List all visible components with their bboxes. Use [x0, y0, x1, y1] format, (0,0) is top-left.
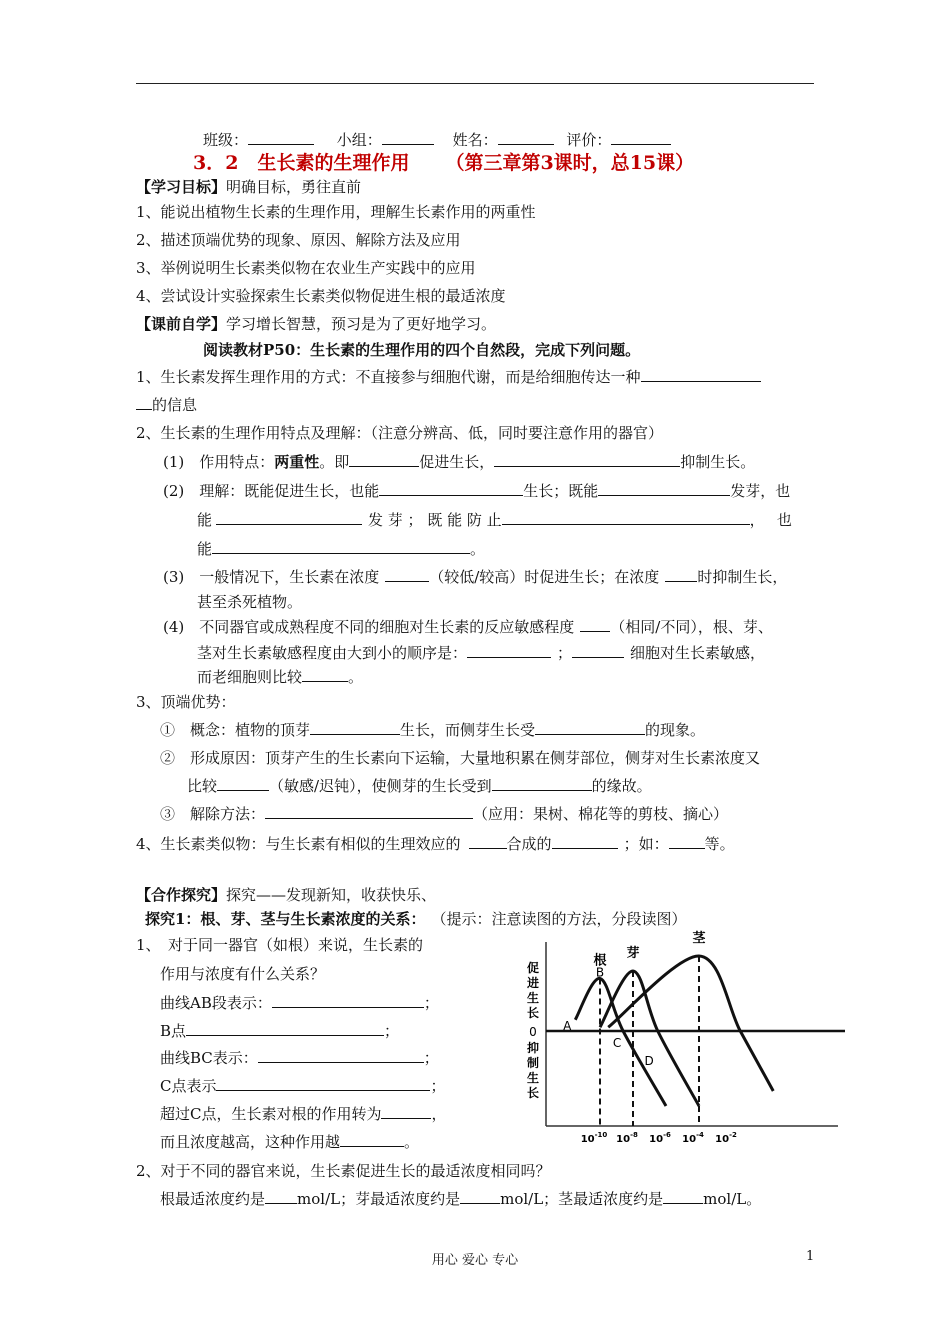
q1-c-text: C点表示	[160, 1077, 217, 1095]
preview-q2-2	[163, 480, 790, 502]
answer-blank[interactable]	[381, 1103, 431, 1119]
x-tick-label: $10^{-2}$	[715, 1131, 737, 1145]
q2-1-text: 促进生长，	[419, 453, 495, 471]
explore-q2: 2、对于不同的器官来说，生长素促进生长的最适浓度相同吗？	[136, 1162, 551, 1180]
svg-text:促: 促	[526, 961, 540, 975]
zero-label: 0	[529, 1025, 537, 1039]
q3-2-text: 比较	[187, 777, 218, 795]
point-label-a: A	[563, 1018, 572, 1033]
punct: ；	[384, 1022, 400, 1040]
answer-blank[interactable]	[598, 480, 730, 496]
svg-text:生: 生	[526, 1071, 540, 1085]
answer-blank[interactable]	[572, 642, 624, 658]
class-field[interactable]	[248, 129, 314, 145]
q4-text: 4、生长素类似物：与生长素有相似的生理效应的	[136, 835, 461, 853]
explore-subheading	[145, 908, 686, 930]
x-tick-label: $10^{-10}$	[580, 1131, 608, 1145]
q2-3-text: (3) 一般情况下，生长素在浓度	[163, 568, 380, 586]
explore-q1-high	[160, 1131, 419, 1153]
answer-blank[interactable]	[502, 509, 750, 525]
svg-text:抑: 抑	[526, 1041, 540, 1055]
explore-q1-ab	[160, 992, 439, 1014]
explore-q1-c	[160, 1075, 446, 1097]
preview-q2: 2、生长素的生理作用特点及理解：（注意分辨高、低，同时要注意作用的器官）	[136, 424, 664, 442]
answer-blank[interactable]	[641, 366, 761, 382]
answer-blank[interactable]	[665, 566, 697, 582]
group-field[interactable]	[382, 129, 434, 145]
q2-1-text: 抑制生长。	[680, 453, 756, 471]
svg-text:制: 制	[526, 1056, 540, 1070]
preview-q3-2-cont	[187, 775, 652, 797]
goal-item: 1、能说出植物生长素的生理作用，理解生长素作用的两重性	[136, 203, 536, 221]
preview-q4	[136, 833, 735, 855]
q1-over-text: 超过C点，生长素对根的作用转为	[160, 1105, 382, 1123]
answer-blank[interactable]	[310, 719, 400, 735]
svg-text:生: 生	[526, 991, 540, 1005]
point-label-b: B	[595, 965, 605, 980]
point-label-d: D	[644, 1053, 654, 1068]
q2-2-text: 发芽，也	[730, 482, 791, 500]
svg-text:进: 进	[526, 976, 540, 990]
point-label-c: C	[612, 1036, 622, 1050]
auxin-concentration-chart	[520, 930, 850, 1150]
preview-q2-3	[163, 566, 787, 588]
explore-q1-b	[160, 1020, 399, 1042]
answer-blank[interactable]	[272, 992, 424, 1008]
preview-q1	[136, 366, 761, 388]
explore-heading-label: 【合作探究】	[136, 886, 227, 904]
q2-text: 根最适浓度约是	[160, 1190, 266, 1208]
q2-2-text: (2) 理解：既能促进生长，也能	[163, 482, 380, 500]
title-sub: （第三章第3课时，总15课）	[445, 152, 695, 174]
reading-instruction: 阅读教材P50：生长素的生理作用的四个自然段，完成下列问题。	[203, 341, 641, 359]
answer-blank[interactable]	[494, 451, 680, 467]
top-rule	[136, 83, 814, 84]
q3-3-text: （应用：果树、棉花等的剪枝、摘心）	[473, 805, 729, 823]
series-label-bud: 芽	[626, 946, 640, 961]
q3-1-text: 的现象。	[645, 721, 706, 739]
answer-blank[interactable]	[349, 451, 419, 467]
explore-q2-answers	[160, 1188, 761, 1210]
x-tick-label: $10^{-4}$	[682, 1131, 704, 1145]
explore-q1-cont: 作用与浓度有什么关系？	[160, 965, 326, 983]
explore-q1-bc	[160, 1047, 439, 1069]
q2-4-text: 茎对生长素敏感程度由大到小的顺序是：	[197, 644, 468, 662]
svg-text:长: 长	[526, 1086, 540, 1100]
answer-blank[interactable]	[535, 719, 645, 735]
q1-over-text: ，	[431, 1105, 447, 1123]
svg-text:长: 长	[526, 1006, 540, 1020]
q2-2-text: 。	[470, 540, 486, 558]
q2-2-text: 能	[197, 540, 213, 558]
answer-blank[interactable]	[379, 480, 523, 496]
q2-2-text: 能	[197, 511, 213, 529]
q2-2-text: 发 芽 ； 既 能 防 止	[368, 511, 502, 529]
q2-2-text: ， 也	[749, 511, 792, 529]
name-label: 姓名：	[452, 131, 498, 149]
explore-heading-note: 探究——发现新知，收获快乐、	[226, 886, 437, 904]
title-main: 3．2 生长素的生理作用	[193, 152, 410, 174]
preview-heading-note: 学习增长智慧，预习是为了更好地学习。	[226, 315, 497, 333]
goals-heading-label: 【学习目标】	[136, 178, 227, 196]
q3-2-text: （敏感/迟钝），使侧芽的生长受到	[269, 777, 492, 795]
q2-4-text: ；	[557, 644, 573, 662]
answer-blank[interactable]	[216, 509, 362, 525]
preview-q3-1	[160, 719, 705, 741]
preview-q2-4-cont	[197, 642, 765, 664]
q1-bc-text: 曲线BC表示：	[160, 1049, 258, 1067]
q3-2-text: 的缘故。	[591, 777, 652, 795]
preview-q2-2-cont	[197, 509, 792, 531]
series-label-root: 根	[593, 953, 607, 969]
answer-blank[interactable]	[469, 833, 507, 849]
answer-blank[interactable]	[217, 775, 269, 791]
punct: ；	[430, 1077, 446, 1095]
q2-3-text: （较低/较高）时促进生长；在浓度	[429, 568, 660, 586]
preview-q2-2-cont2	[197, 538, 485, 560]
q4-text: 等。	[704, 835, 735, 853]
q2-text: mol/L；芽最适浓度约是	[297, 1190, 461, 1208]
q1-text-end: 的信息	[152, 396, 198, 414]
y-label-promote	[526, 960, 539, 1020]
q1-text: 1、生长素发挥生理作用的方式：不直接参与细胞代谢，而是给细胞传达一种	[136, 368, 641, 386]
name-field[interactable]	[498, 129, 554, 145]
answer-blank[interactable]	[186, 1020, 384, 1036]
x-tick-label: $10^{-8}$	[616, 1131, 638, 1145]
q1-high-text: 而且浓度越高，这种作用越	[160, 1133, 341, 1151]
preview-q1-cont	[136, 394, 197, 416]
group-label: 小组：	[336, 131, 382, 149]
q1-ab-text: 曲线AB段表示：	[160, 994, 272, 1012]
goal-item: 2、描述顶端优势的现象、原因、解除方法及应用	[136, 231, 461, 249]
eval-field[interactable]	[611, 129, 671, 145]
q3-1-text: 生长，而侧芽生长受	[400, 721, 536, 739]
q2-4-text: （相同/不同），根、芽、	[610, 618, 773, 636]
x-tick-label: $10^{-6}$	[649, 1131, 671, 1145]
punct: ；	[423, 1049, 439, 1067]
answer-blank[interactable]	[663, 1188, 703, 1204]
goal-item: 4、尝试设计实验探索生长素类似物促进生根的最适浓度	[136, 287, 506, 305]
explore-q1: 1、 对于同一器官（如根）来说，生长素的	[136, 936, 424, 954]
class-label: 班级：	[203, 131, 249, 149]
q2-1-bold: 两重性	[274, 453, 320, 471]
explore-sub-bold: 探究1：根、芽、茎与生长素浓度的关系：	[145, 910, 426, 928]
preview-q3-2: ② 形成原因：顶芽产生的生长素向下运输，大量地积累在侧芽部位，侧芽对生长素浓度又	[160, 749, 761, 767]
explore-heading	[136, 884, 436, 906]
q2-text: mol/L；茎最适浓度约是	[500, 1190, 664, 1208]
preview-q2-3-cont: 甚至杀死植物。	[197, 593, 303, 611]
answer-blank[interactable]	[302, 666, 348, 682]
goals-heading	[136, 176, 361, 198]
q2-3-text: 时抑制生长，	[697, 568, 788, 586]
answer-blank[interactable]	[136, 394, 152, 410]
page-number: 1	[806, 1249, 815, 1264]
page-title	[193, 152, 694, 174]
answer-blank[interactable]	[265, 803, 473, 819]
answer-blank[interactable]	[385, 566, 429, 582]
q2-1-text: 。即	[319, 453, 350, 471]
q2-4-text: 而老细胞则比较	[197, 668, 303, 686]
answer-blank[interactable]	[216, 1075, 430, 1091]
answer-blank[interactable]	[265, 1188, 297, 1204]
answer-blank[interactable]	[669, 833, 705, 849]
q3-1-text: ① 概念：植物的顶芽	[160, 721, 311, 739]
q4-text: ；如：	[623, 835, 669, 853]
answer-blank[interactable]	[580, 616, 610, 632]
answer-blank[interactable]	[492, 775, 592, 791]
student-info-row	[203, 129, 671, 151]
explore-q1-over	[160, 1103, 447, 1125]
answer-blank[interactable]	[460, 1188, 500, 1204]
punct: ；	[423, 994, 439, 1012]
answer-blank[interactable]	[212, 538, 470, 554]
answer-blank[interactable]	[552, 833, 618, 849]
q2-text: mol/L。	[703, 1190, 762, 1208]
q2-4-text: (4) 不同器官或成熟程度不同的细胞对生长素的反应敏感程度	[163, 618, 575, 636]
explore-sub-note: （提示：注意读图的方法，分段读图）	[431, 910, 687, 928]
preview-q3: 3、顶端优势：	[136, 693, 236, 711]
q2-1-text: (1) 作用特点：	[163, 453, 275, 471]
y-label-inhibit	[527, 1040, 539, 1100]
preview-heading	[136, 313, 496, 335]
preview-q3-3	[160, 803, 728, 825]
q1-high-text: 。	[404, 1133, 420, 1151]
answer-blank[interactable]	[340, 1131, 404, 1147]
goal-item: 3、举例说明生长素类似物在农业生产实践中的应用	[136, 259, 476, 277]
preview-heading-label: 【课前自学】	[136, 315, 227, 333]
answer-blank[interactable]	[467, 642, 551, 658]
preview-q2-4-cont2	[197, 666, 363, 688]
eval-label: 评价：	[566, 131, 612, 149]
goals-heading-note: 明确目标，勇往直前	[226, 178, 362, 196]
q3-3-text: ③ 解除方法：	[160, 805, 266, 823]
series-label-stem: 茎	[692, 931, 706, 946]
q2-2-text: 生长；既能	[523, 482, 599, 500]
answer-blank[interactable]	[258, 1047, 424, 1063]
preview-q2-4	[163, 616, 773, 638]
footer-text: 用心 爱心 专心	[431, 1253, 519, 1268]
q2-4-text: 。	[348, 668, 364, 686]
q1-b-text: B点	[160, 1022, 187, 1040]
q2-4-text: 细胞对生长素敏感，	[630, 644, 766, 662]
q4-text: 合成的	[506, 835, 552, 853]
preview-q2-1	[163, 451, 755, 473]
